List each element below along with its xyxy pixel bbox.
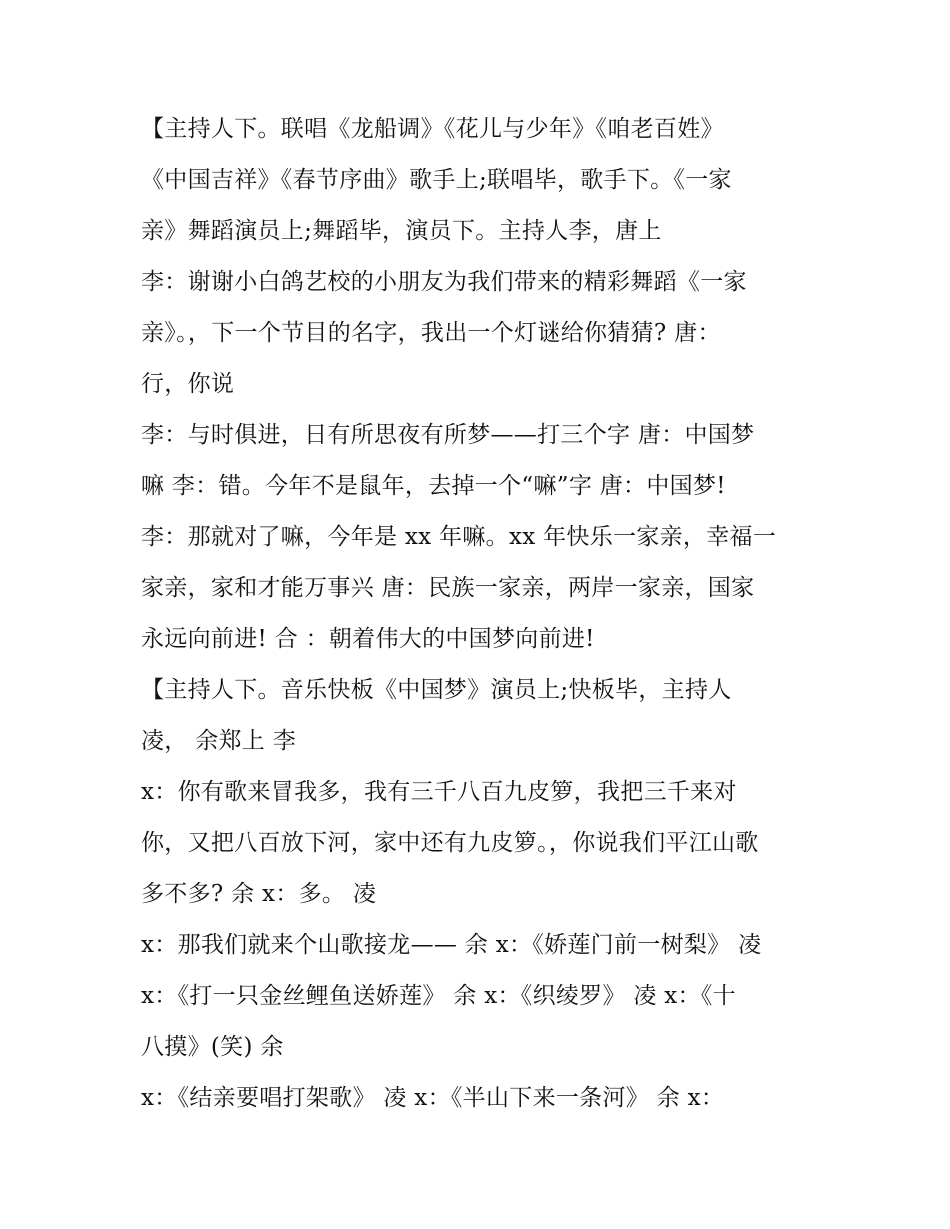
text-line-11: 永远向前进! 合 ：朝着伟大的中国梦向前进! [141,626,595,652]
text-line-4: 李：谢谢小白鸽艺校的小朋友为我们带来的精彩舞蹈《一家 [141,269,747,295]
text-line-3: 亲》舞蹈演员上;舞蹈毕，演员下。主持人李，唐上 [141,218,662,244]
text-line-13: 凌， 余郑上 李 [141,728,297,754]
text-line-1: 【主持人下。联唱《龙船调》《花儿与少年》《咱老百姓》 [141,116,724,142]
text-line-2: 《中国吉祥》《春节序曲》歌手上;联唱毕，歌手下。《一家 [141,167,732,193]
text-line-7: 李：与时俱进，日有所思夜有所梦——打三个字 唐：中国梦 [141,422,755,448]
text-line-5: 亲》。，下一个节目的名字，我出一个灯谜给你猜猜? 唐： [141,320,721,346]
text-line-19: 八摸》(笑) 余 [141,1034,284,1060]
text-line-12: 【主持人下。音乐快板《中国梦》演员上;快板毕，主持人 [141,677,732,703]
text-line-14: x：你有歌来冒我多，我有三千八百九皮箩，我把三千来对 [141,779,737,805]
text-line-9: 李：那就对了嘛，今年是 xx 年嘛。xx 年快乐一家亲，幸福一 [141,524,777,550]
text-line-16: 多不多? 余 x：多。 凌 [141,881,377,907]
script-text-body [141,108,841,1128]
text-line-10: 家亲，家和才能万事兴 唐：民族一家亲，两岸一家亲，国家 [141,575,755,601]
text-line-6: 行，你说 [141,371,235,397]
text-line-15: 你，又把八百放下河，家中还有九皮箩。，你说我们平江山歌 [141,830,759,856]
text-line-8: 嘛 李：错。今年不是鼠年，去掉一个“嘛”字 唐：中国梦! [141,473,726,499]
text-line-18: x：《打一只金丝鲤鱼送娇莲》 余 x：《织绫罗》 凌 x：《十 [141,983,736,1009]
text-line-20: x：《结亲要唱打架歌》 凌 x：《半山下来一条河》 余 x： [141,1085,725,1111]
text-line-17: x：那我们就来个山歌接龙—— 余 x：《娇莲门前一树梨》 凌 [141,932,762,958]
